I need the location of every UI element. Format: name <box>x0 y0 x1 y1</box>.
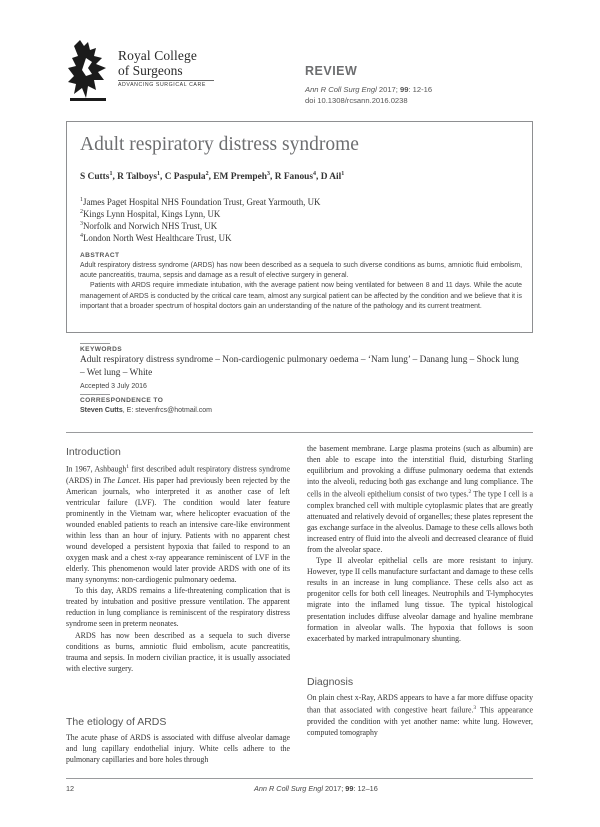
logo-tagline: ADVANCING SURGICAL CARE <box>118 82 206 88</box>
affiliation <box>80 221 217 231</box>
affiliation <box>80 209 220 219</box>
author-separator: , <box>208 172 214 183</box>
introduction-heading: Introduction <box>66 446 121 458</box>
reference-1[interactable]: 1 <box>126 464 130 470</box>
rcs-logo <box>66 38 226 104</box>
intro-p1-part-c: . His paper had previously been rejected by the American journals, who interpreted it as another case of left ventricular failure (LVF). The condition would later feature prominently in the Vietnam war, where helicopter evacuation of the wounded enabled patients to reach an intensive care-like environment within less than an hour of injury. Patients with no apparent chest wound developed a persistent hypoxia that failed to respond to an oxygen mask and a chest x-ray appearance reminiscent of LVF in the elderly. This phenomenon would later provide ARDS with one of its many synonyms: non-cardiogenic pulmonary oedema. <box>66 475 290 585</box>
etiology-paragraph-1: The acute phase of ARDS is associated with diffuse alveolar damage and lung capillary endothelial injury. White cells adhere to the pulmonary capillaries and bore holes through <box>66 733 290 765</box>
author-separator: , <box>160 172 165 183</box>
diagnosis-text <box>307 692 533 738</box>
intro-p1-part-a: In 1967, Ashbaugh <box>66 464 127 474</box>
author-separator: , <box>112 172 118 183</box>
diagnosis-p1-part-a: On plain chest x-Ray, ARDS appears to have a far more diffuse opacity than that associated with congestive heart failure. <box>307 693 533 715</box>
author-list <box>80 171 344 182</box>
griffin-crest-icon <box>66 38 112 104</box>
diagnosis-p1-part-b: This appearance provided the condition with yet another name: white lung. However, computed tomography <box>307 705 533 737</box>
author-affiliation-mark: 3 <box>267 171 271 177</box>
article-citation <box>305 84 432 106</box>
author-affiliation-mark: 1 <box>157 171 160 177</box>
body-divider <box>66 432 533 433</box>
footer-rule <box>66 778 533 779</box>
affiliation-number: 4 <box>80 233 83 240</box>
abstract-paragraph-2: Patients with ARDS require immediate intubation, with the average patient now being ventilated for between 8 and 11 days. While the acute management of ARDS is conducted by the critical care team, almost any surgical patient can be affected by the condition and we believe that it is important that a broader spectrum of hospital doctors gain an understanding of the nature of the pathology and its current treatment. <box>80 282 522 310</box>
keywords-rule <box>80 343 110 344</box>
author-name: R Fanous <box>274 172 313 183</box>
affiliation-number: 2 <box>80 209 83 216</box>
right-paragraph-2: Type II alveolar epithelial cells are more resistant to injury. However, type II cells manufacture surfactant and damage to these cells results in an increase in lung compliance. These cells also act as progenitor cells for both cell lineages. Neutrophils and T-lymphocytes migrate into the inflamed lung tissue. The typical histological presentation includes diffuse alveolar damage and hyaline membrane formation in alveolar walls. The hypoxia that follows is soon exacerbated by marked intrapulmonary shunting. <box>307 556 533 643</box>
author-name: D Ail <box>320 172 342 183</box>
section-label: REVIEW <box>305 64 358 78</box>
etiology-heading: The etiology of ARDS <box>66 716 167 728</box>
footer-year: 2017; <box>322 784 346 793</box>
right-paragraph-1 <box>307 443 533 555</box>
author-name: EM Prempeh <box>213 172 268 183</box>
intro-paragraph-1 <box>66 462 290 585</box>
author-name: S Cutts <box>80 172 110 183</box>
abstract-paragraph-1: Adult respiratory distress syndrome (ARDS) has now been described as a sequela to such diverse conditions as burns, amniotic fluid embolism, acute pancreatitis, trauma, sepsis and damage as a result of elective surgery in general. <box>80 262 522 280</box>
right-column-text <box>307 443 533 644</box>
affiliation-text: Norfolk and Norwich NHS Trust, UK <box>83 221 218 231</box>
author-separator: , <box>316 172 321 183</box>
correspondence-heading: CORRESPONDENCE TO <box>80 397 164 404</box>
right-p1-part-a: the basement membrane. Large plasma proteins (such as albumin) are then able to escape into the interstitial fluid, disturbing Starling equilibrium and provoking a diffuse pulmonary oedema that extends into the alveoli, reducing both gas exchange and lung compliance. The cells in the alveoli epithelium consist of two types. <box>307 444 533 499</box>
doi-link[interactable]: doi 10.1308/rcsann.2016.0238 <box>305 96 408 105</box>
author-affiliation-mark: 4 <box>313 171 316 177</box>
footer-citation <box>254 784 378 793</box>
etiology-text <box>66 732 290 765</box>
page-number: 12 <box>66 784 75 793</box>
intro-paragraph-2: To this day, ARDS remains a life-threatening complication that is treated by intubation and positive pressure ventilation. The apparent reduction in lung compliance is reminiscent of the respiratory distress syndrome seen in preterm neonates. <box>66 586 290 629</box>
accepted-date: Accepted 3 July 2016 <box>80 383 147 390</box>
reference-2[interactable]: 2 <box>468 489 472 496</box>
logo-text-line1: Royal College <box>118 48 197 63</box>
correspondence-email[interactable]: , E: stevenfrcs@hotmail.com <box>122 407 212 414</box>
author-name: C Paspula <box>164 172 206 183</box>
footer-journal: Ann R Coll Surg Engl <box>254 784 323 793</box>
introduction-text <box>66 462 290 674</box>
affiliation <box>80 197 320 207</box>
abstract-text <box>80 261 522 312</box>
footer-pages: : 12–16 <box>353 784 378 793</box>
footer-volume: 99 <box>345 784 354 793</box>
author-affiliation-mark: 1 <box>341 171 345 177</box>
intro-p1-journal: The Lancet <box>103 475 139 485</box>
citation-pages: : 12-16 <box>408 85 433 94</box>
citation-year: 2017; <box>376 85 400 94</box>
author-affiliation-mark: 2 <box>205 171 209 177</box>
journal-abbrev: Ann R Coll Surg Engl <box>305 85 377 94</box>
logo-divider <box>118 80 214 81</box>
correspondence-rule <box>80 394 110 395</box>
right-p1-part-b: The type I cell is a complex branched cell with multiple cytoplasmic plates that are greatly attenuated and relatively devoid of organelles; these plates represent the gas exchange surface in the alveolus. Damage to these cells allows both increased entry of fluid into the alveoli and decreased clearance of fluid from the alveolar space. <box>307 489 533 555</box>
keywords-heading: KEYWORDS <box>80 346 123 353</box>
citation-volume: 99 <box>400 85 409 94</box>
reference-3[interactable]: 3 <box>473 705 477 712</box>
logo-text-line2: of Surgeons <box>118 63 183 78</box>
affiliation-text: James Paget Hospital NHS Foundation Trust, Great Yarmouth, UK <box>83 197 321 207</box>
keywords-list: Adult respiratory distress syndrome – Non-cardiogenic pulmonary oedema – ‘Nam lung’ – Danang lung – Shock lung – Wet lung – White <box>80 355 519 378</box>
author-affiliation-mark: 1 <box>109 171 113 177</box>
affiliation-number: 1 <box>80 197 83 204</box>
affiliation <box>80 233 232 243</box>
author-name: R Talboys <box>117 172 157 183</box>
affiliation-text: Kings Lynn Hospital, Kings Lynn, UK <box>83 209 221 219</box>
correspondence-name: Steven Cutts <box>80 407 123 414</box>
intro-p1-part-b: first described adult respiratory distress syndrome (ARDS) in <box>66 464 290 485</box>
article-title: Adult respiratory distress syndrome <box>80 134 359 155</box>
author-separator: , <box>270 172 275 183</box>
intro-paragraph-3: ARDS has now been described as a sequela to such diverse conditions as burns, amniotic fluid embolism, acute pancreatitis, trauma and sepsis. In modern civilian practice, it is usually associated with elective surgery. <box>66 630 290 673</box>
affiliation-text: London North West Healthcare Trust, UK <box>83 233 232 243</box>
correspondence-details <box>80 407 212 414</box>
diagnosis-paragraph-1 <box>307 692 533 738</box>
diagnosis-heading: Diagnosis <box>307 676 354 688</box>
abstract-heading: ABSTRACT <box>80 252 120 259</box>
affiliation-number: 3 <box>80 221 83 228</box>
